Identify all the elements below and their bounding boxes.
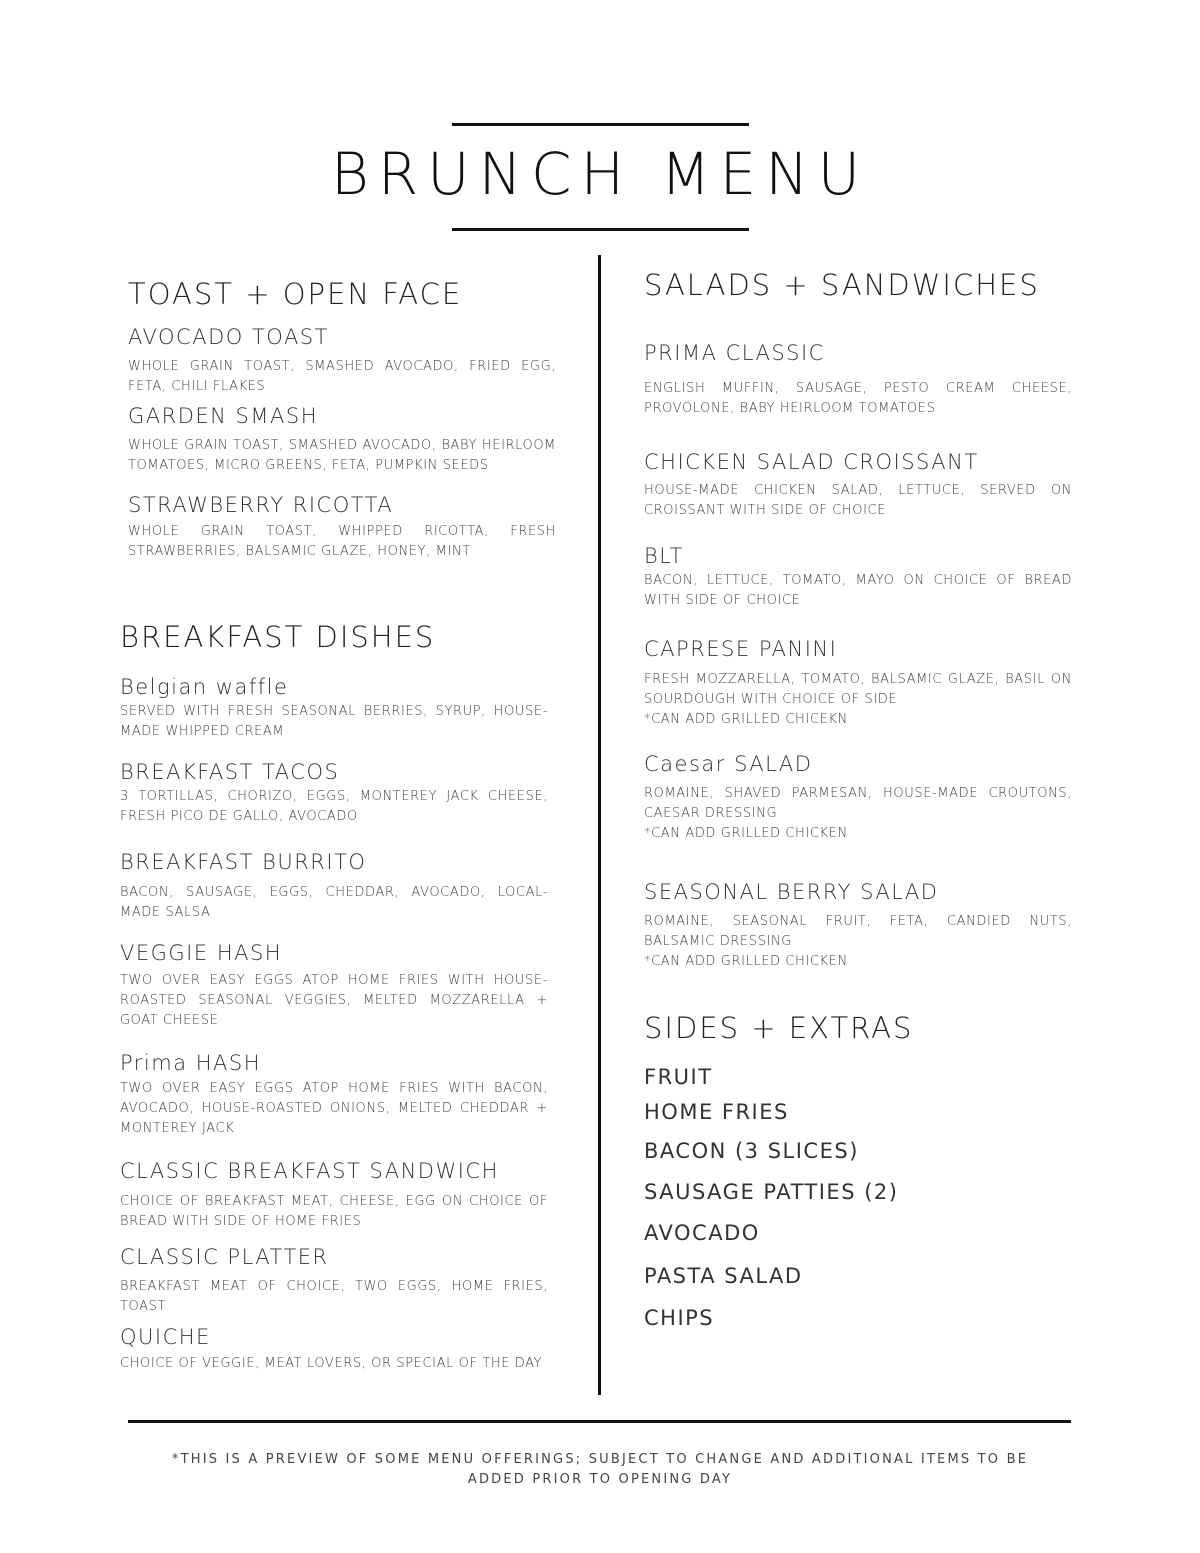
menu-item-name: Belgian waffle xyxy=(120,675,289,699)
side-item: BACON (3 SLICES) xyxy=(644,1139,859,1163)
menu-item-desc: TWO OVER EASY EGGS ATOP HOME FRIES WITH BACON, AVOCADO, HOUSE-ROASTED ONIONS, MELTED CHEDDAR + MONTEREY JACK xyxy=(120,1081,548,1136)
page-title: BRUNCH MENU xyxy=(330,140,870,208)
menu-item-name: BLT xyxy=(644,544,684,568)
menu-item-desc: WHOLE GRAIN TOAST, WHIPPED RICOTTA, FRESH STRAWBERRIES, BALSAMIC GLAZE, HONEY, MINT xyxy=(128,524,556,559)
side-item: AVOCADO xyxy=(644,1221,760,1245)
side-item: HOME FRIES xyxy=(644,1100,789,1124)
footer-rule xyxy=(128,1420,1071,1423)
footer-disclaimer: *THIS IS A PREVIEW OF SOME MENU OFFERINGS; SUBJECT TO CHANGE AND ADDITIONAL ITEMS TO BE ADDED PRIOR TO OPENING DAY xyxy=(171,1452,1029,1487)
side-item: FRUIT xyxy=(644,1065,713,1089)
menu-item-desc xyxy=(644,784,1072,844)
menu-item-name: CHICKEN SALAD CROISSANT xyxy=(644,450,979,474)
section-heading-sides: SIDES + EXTRAS xyxy=(644,1011,914,1045)
menu-item-name: BREAKFAST TACOS xyxy=(120,760,340,784)
menu-item-name: STRAWBERRY RICOTTA xyxy=(128,493,394,517)
menu-item-note: *CAN ADD GRILLED CHICKEN xyxy=(644,954,848,969)
menu-item-note: *CAN ADD GRILLED CHICEKN xyxy=(644,712,848,727)
menu-item-name: Caesar SALAD xyxy=(644,752,813,776)
menu-item-name: PRIMA CLASSIC xyxy=(644,341,825,365)
menu-item-desc: HOUSE-MADE CHICKEN SALAD, LETTUCE, SERVED ON CROISSANT WITH SIDE OF CHOICE xyxy=(644,483,1072,518)
menu-item-desc: SERVED WITH FRESH SEASONAL BERRIES, SYRUP, HOUSE-MADE WHIPPED CREAM xyxy=(120,704,548,739)
menu-item-desc: WHOLE GRAIN TOAST, SMASHED AVOCADO, FRIED EGG, FETA, CHILI FLAKES xyxy=(128,359,556,394)
column-divider xyxy=(598,255,601,1395)
side-item: PASTA SALAD xyxy=(644,1264,803,1288)
menu-item-name: AVOCADO TOAST xyxy=(128,325,329,349)
menu-item-desc: 3 TORTILLAS, CHORIZO, EGGS, MONTEREY JACK CHEESE, FRESH PICO DE GALLO, AVOCADO xyxy=(120,789,548,824)
menu-item-desc: TWO OVER EASY EGGS ATOP HOME FRIES WITH HOUSE-ROASTED SEASONAL VEGGIES, MELTED MOZZARELLA + GOAT CHEESE xyxy=(120,973,548,1028)
menu-item-desc: WHOLE GRAIN TOAST, SMASHED AVOCADO, BABY HEIRLOOM TOMATOES, MICRO GREENS, FETA, PUMPKIN SEEDS xyxy=(128,438,556,473)
section-heading-toast: TOAST + OPEN FACE xyxy=(128,277,463,311)
menu-item-desc: CHOICE OF BREAKFAST MEAT, CHEESE, EGG ON CHOICE OF BREAD WITH SIDE OF HOME FRIES xyxy=(120,1194,548,1229)
menu-item-desc: CHOICE OF VEGGIE, MEAT LOVERS, OR SPECIAL OF THE DAY xyxy=(120,1356,543,1371)
menu-item-name: CLASSIC BREAKFAST SANDWICH xyxy=(120,1159,499,1183)
section-heading-breakfast: BREAKFAST DISHES xyxy=(120,620,436,654)
menu-item-desc: BACON, LETTUCE, TOMATO, MAYO ON CHOICE OF BREAD WITH SIDE OF CHOICE xyxy=(644,573,1072,608)
menu-item-note: *CAN ADD GRILLED CHICKEN xyxy=(644,826,848,841)
section-heading-salads: SALADS + SANDWICHES xyxy=(644,268,1040,302)
menu-item-name: CAPRESE PANINI xyxy=(644,637,838,661)
menu-item-desc-text: ROMAINE, SEASONAL FRUIT, FETA, CANDIED NUTS, BALSAMIC DRESSING xyxy=(644,914,1072,949)
title-rule-top xyxy=(452,123,749,126)
side-item: SAUSAGE PATTIES (2) xyxy=(644,1180,899,1204)
menu-item-desc-text: ROMAINE, SHAVED PARMESAN, HOUSE-MADE CROUTONS, CAESAR DRESSING xyxy=(644,786,1072,821)
menu-item-name: BREAKFAST BURRITO xyxy=(120,850,367,874)
menu-item-desc: BACON, SAUSAGE, EGGS, CHEDDAR, AVOCADO, LOCAL-MADE SALSA xyxy=(120,885,548,920)
menu-item-name: CLASSIC PLATTER xyxy=(120,1245,329,1269)
side-item: CHIPS xyxy=(644,1306,715,1330)
menu-item-desc: BREAKFAST MEAT OF CHOICE, TWO EGGS, HOME FRIES, TOAST xyxy=(120,1279,548,1314)
menu-item-desc xyxy=(644,912,1072,972)
menu-item-desc-text: FRESH MOZZARELLA, TOMATO, BALSAMIC GLAZE, BASIL ON SOURDOUGH WITH CHOICE OF SIDE xyxy=(644,672,1072,707)
menu-item-desc: ENGLISH MUFFIN, SAUSAGE, PESTO CREAM CHEESE, PROVOLONE, BABY HEIRLOOM TOMATOES xyxy=(644,381,1072,416)
menu-item-desc xyxy=(644,670,1072,730)
menu-item-name: GARDEN SMASH xyxy=(128,404,318,428)
menu-item-name: SEASONAL BERRY SALAD xyxy=(644,880,939,904)
title-rule-bottom xyxy=(452,228,749,231)
menu-item-name: Prima HASH xyxy=(120,1051,262,1075)
menu-item-name: QUICHE xyxy=(120,1325,211,1349)
menu-item-name: VEGGIE HASH xyxy=(120,941,283,965)
